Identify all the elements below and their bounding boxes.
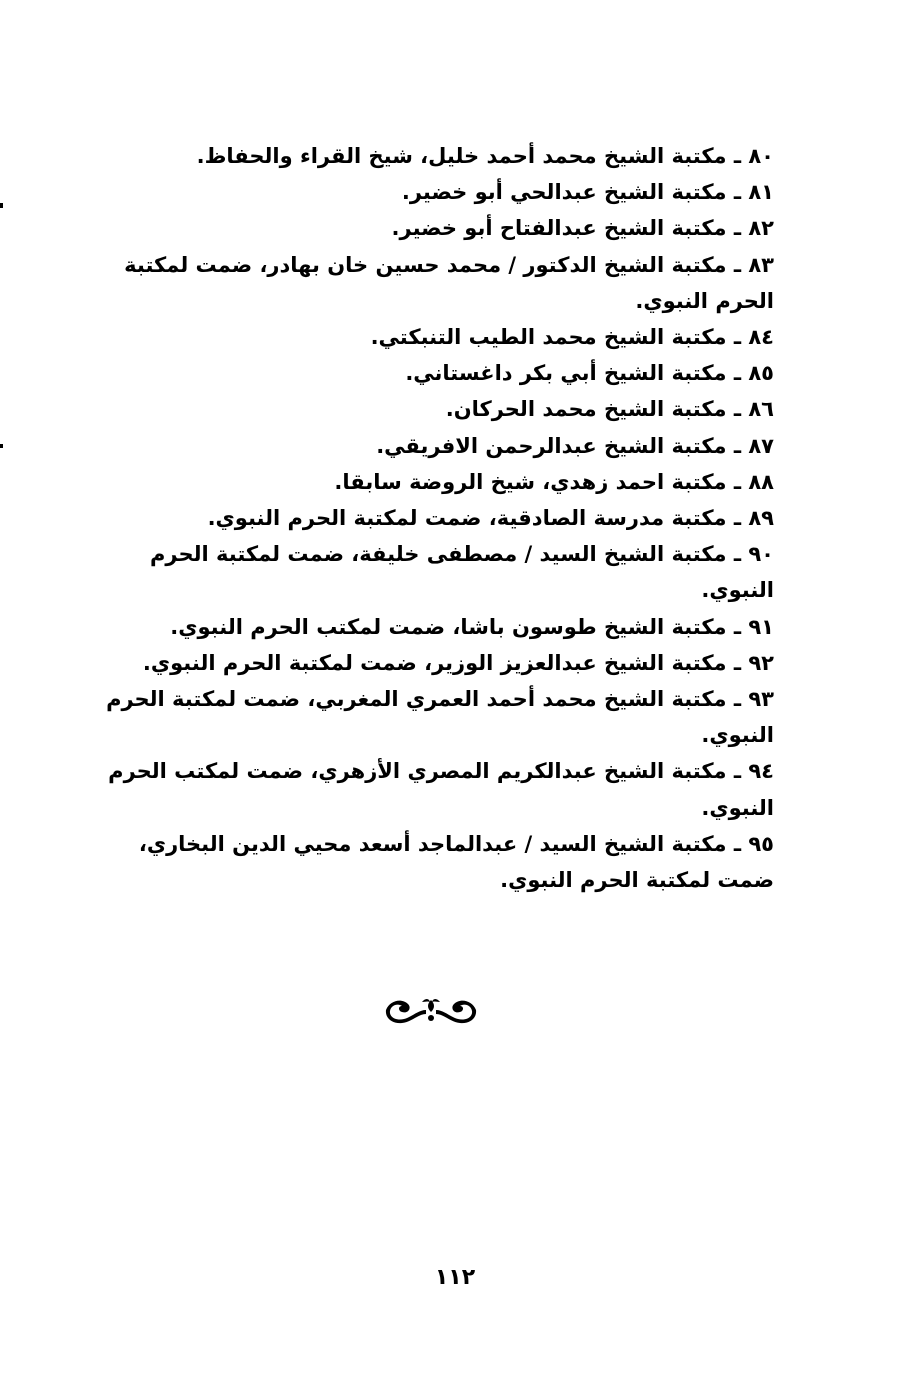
list-item: ٩١ ـ مكتبة الشيخ طوسون باشا، ضمت لمكتب الحرم النبوي. [170,614,774,639]
list-item: ٩٠ ـ مكتبة الشيخ السيد / مصطفى خليفة، ضمت لمكتبة الحرم النبوي. [150,542,774,603]
list-item: ٨٧ ـ مكتبة الشيخ عبدالرحمن الافريقي. [376,433,774,458]
list-item: ٨٥ ـ مكتبة الشيخ أبي بكر داغستاني. [405,361,774,386]
list-item: ٩٤ ـ مكتبة الشيخ عبدالكريم المصري الأزهري، ضمت لمكتب الحرم النبوي. [108,759,774,820]
list-item: ٨٢ ـ مكتبة الشيخ عبدالفتاح أبو خضير. [391,216,774,241]
scan-speck [0,444,3,448]
list-item: ٩٣ ـ مكتبة الشيخ محمد أحمد العمري المغربي، ضمت لمكتبة الحرم النبوي. [106,687,774,748]
list-item: ٨٦ ـ مكتبة الشيخ محمد الحركان. [445,397,774,422]
list-item: ٩٢ ـ مكتبة الشيخ عبدالعزيز الوزير، ضمت لمكتبة الحرم النبوي. [142,650,774,675]
list-item: ٨١ ـ مكتبة الشيخ عبدالحي أبو خضير. [401,180,774,205]
list-item: ٨٩ ـ مكتبة مدرسة الصادقية، ضمت لمكتبة الحرم النبوي. [207,506,774,531]
library-list [94,138,774,898]
list-item: ٩٥ ـ مكتبة الشيخ السيد / عبدالماجد أسعد محيي الدين البخاري، ضمت لمكتبة الحرم النبوي. [138,831,774,893]
list-item: ٨٨ ـ مكتبة احمد زهدي، شيخ الروضة سابقا. [334,469,774,494]
list-item: ٨٣ ـ مكتبة الشيخ الدكتور / محمد حسين خان بهادر، ضمت لمكتبة الحرم النبوي. [124,252,774,313]
list-item: ٨٤ ـ مكتبة الشيخ محمد الطيب التنبكتي. [370,325,774,350]
scan-speck [0,203,3,208]
decorative-fleuron-icon [382,994,480,1026]
page-number: ١١٢ [434,1265,476,1290]
list-item: ٨٠ ـ مكتبة الشيخ محمد أحمد خليل، شيخ القراء والحفاظ. [196,144,774,168]
